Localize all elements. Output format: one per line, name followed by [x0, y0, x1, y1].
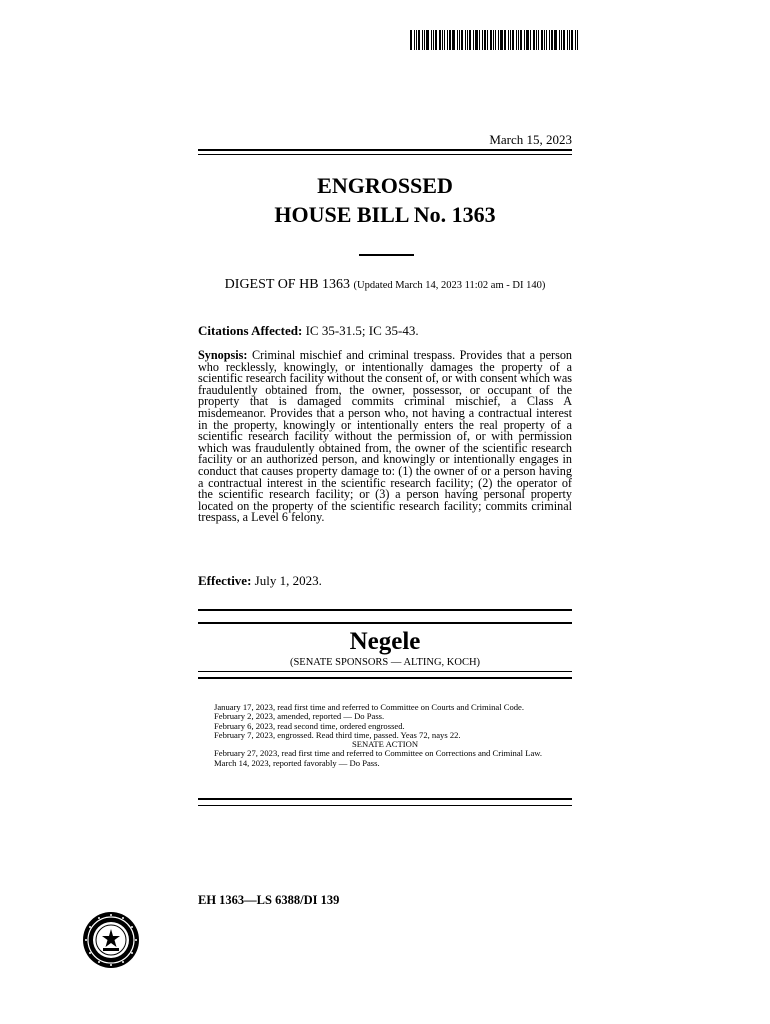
barcode-bar — [442, 30, 443, 50]
barcode-bar — [518, 30, 519, 50]
bill-title-line2: HOUSE BILL No. 1363 — [274, 202, 496, 227]
barcode-bar — [549, 30, 550, 50]
bill-author: Negele — [349, 628, 421, 655]
barcode-bar — [575, 30, 576, 50]
barcode-bar — [500, 30, 503, 50]
barcode-bar — [520, 30, 522, 50]
barcode-bar — [449, 30, 451, 50]
barcode-bar — [410, 30, 412, 50]
barcode-bar — [544, 30, 545, 50]
barcode-bar — [559, 30, 560, 50]
barcode-bar — [422, 30, 423, 50]
header-rule — [198, 149, 572, 151]
barcode-bar — [439, 30, 441, 50]
actions-rule-bottom — [198, 798, 572, 800]
senate-action-heading: SENATE ACTION — [351, 739, 419, 750]
header-rule-thin — [198, 154, 572, 155]
house-action: February 7, 2023, engrossed. Read third time, passed. Yeas 72, nays 22. — [214, 729, 461, 740]
citations-affected — [198, 323, 572, 339]
barcode-bar — [561, 30, 562, 50]
barcode-bar — [459, 30, 460, 50]
effective-value: July 1, 2023. — [254, 573, 322, 588]
barcode-bar — [551, 30, 553, 50]
barcode-bar — [526, 30, 529, 50]
barcode-bar — [571, 30, 573, 50]
digest-main: DIGEST OF HB 1363 — [224, 277, 351, 292]
citations-label: Citations Affected: — [198, 323, 303, 338]
house-action: January 17, 2023, read first time and referred to Committee on Courts and Criminal Code. — [214, 702, 525, 712]
author-rule-top — [198, 622, 572, 624]
barcode-bar — [473, 30, 474, 50]
barcode-bar — [554, 30, 557, 50]
barcode-bar — [538, 30, 539, 50]
barcode-bar — [418, 30, 420, 50]
legislative-actions — [198, 703, 572, 768]
senate-action: March 14, 2023, reported favorably — Do Pass. — [214, 757, 380, 768]
digest-heading — [198, 277, 572, 293]
barcode-bar — [414, 30, 415, 50]
barcode-bar — [563, 30, 565, 50]
synopsis-label: Synopsis: — [198, 348, 248, 362]
barcode-bar — [457, 30, 458, 50]
barcode-bar — [426, 30, 429, 50]
synopsis-text: Criminal mischief and criminal trespass. Provides that a person who recklessly, knowingly, or intentionally damages the property of a scientific research facility without the consent of, or with consent which was fraudulently obtained from, the owner, possessor, or occupant of the property that is damaged commits criminal mischief, a Class A misdemeanor. Provides that a person who, not having a contractual interest in the property, knowingly or intentionally enters the real property of a scientific research facility without the permission of, or with permission which was fraudulently obtained from, the owner of the scientific research facility or an authorized person, and knowingly or intentionally engages in conduct that causes property damage to: (1) the owner of or a person having a contractual interest in the scientific research facility; (2) the operator of the scientific research facility; or (3) a person having personal property located on the property of the scientific research facility; commits criminal trespass, a Level 6 felony. — [198, 348, 573, 525]
indiana-state-seal-icon — [82, 911, 140, 969]
barcode-bar — [546, 30, 547, 50]
barcode-bar — [512, 30, 514, 50]
senate-action: February 27, 2023, read first time and referred to Committee on Corrections and Criminal Law. — [214, 748, 543, 759]
author-rule-bottom — [198, 671, 572, 672]
barcode-bar — [433, 30, 434, 50]
barcode-bar — [484, 30, 486, 50]
barcode-bar — [452, 30, 455, 50]
barcode-bar — [469, 30, 471, 50]
barcode-bar — [510, 30, 511, 50]
barcode-bar — [424, 30, 425, 50]
barcode-bar — [533, 30, 535, 50]
barcode — [410, 30, 588, 50]
effective-label: Effective: — [198, 573, 252, 588]
barcode-bar — [516, 30, 517, 50]
barcode-bar — [541, 30, 543, 50]
barcode-bar — [567, 30, 568, 50]
barcode-bar — [577, 30, 578, 50]
synopsis — [198, 350, 572, 524]
bill-date: March 15, 2023 — [489, 132, 572, 147]
barcode-bar — [504, 30, 506, 50]
document-id: EH 1363—LS 6388/DI 139 — [198, 893, 340, 907]
barcode-bar — [416, 30, 417, 50]
barcode-bar — [461, 30, 463, 50]
effective-date — [198, 573, 572, 589]
barcode-bar — [465, 30, 466, 50]
barcode-bar — [493, 30, 494, 50]
barcode-bar — [435, 30, 437, 50]
citations-value: IC 35-31.5; IC 35-43. — [305, 323, 419, 338]
barcode-bar — [536, 30, 537, 50]
barcode-bar — [495, 30, 496, 50]
barcode-bar — [444, 30, 445, 50]
barcode-bar — [482, 30, 483, 50]
senate-sponsors: (SENATE SPONSORS — ALTING, KOCH) — [289, 657, 481, 668]
barcode-bar — [475, 30, 478, 50]
section-rule — [198, 609, 572, 611]
barcode-bar — [447, 30, 448, 50]
title-divider — [359, 254, 414, 256]
bill-title-line1: ENGROSSED — [317, 173, 453, 198]
actions-rule-top — [198, 677, 572, 679]
actions-rule-bottom-thin — [198, 805, 572, 806]
barcode-bar — [467, 30, 468, 50]
barcode-bar — [569, 30, 570, 50]
digest-updated: (Updated March 14, 2023 11:02 am - DI 140) — [353, 280, 546, 291]
house-action: February 6, 2023, read second time, ordered engrossed. — [214, 720, 405, 731]
barcode-bar — [498, 30, 499, 50]
barcode-bar — [490, 30, 492, 50]
barcode-bar — [431, 30, 432, 50]
barcode-bar — [479, 30, 480, 50]
barcode-bar — [524, 30, 525, 50]
barcode-bar — [487, 30, 488, 50]
house-action: February 2, 2023, amended, reported — Do Pass. — [214, 711, 385, 722]
barcode-bar — [508, 30, 509, 50]
barcode-bar — [530, 30, 531, 50]
